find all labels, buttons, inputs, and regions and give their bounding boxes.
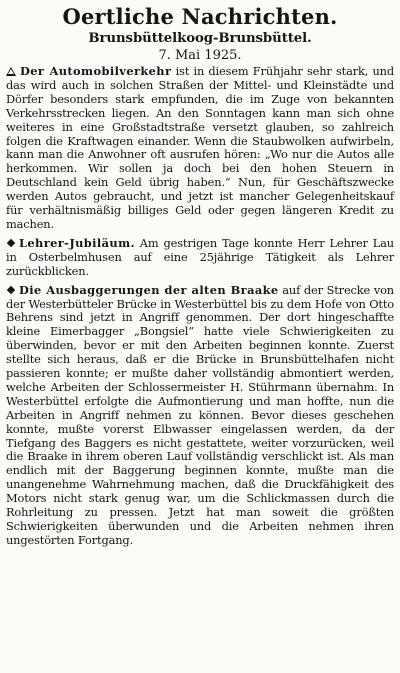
dateline: 7. Mai 1925. (158, 48, 242, 63)
article-body: ist in diesem Frühjahr sehr stark, und das wird auch in solchen Straßen der Mittel- und Kleinstädte und Dörfer besonders stark empfunden, die im Zuge von bekannten Verkehrsstrecken liegen. An den Sonntagen kann man sich ohne weiteres in eine Großstadtstraße versetzt glauben, so zahlreich folgen die Kraftwagen einander. Wenn die Staubwolken aufwirbeln, kann man die Anwohner oft ausrufen hören: „Wo nur die Autos alle herkommen. Wir sollen ja doch bei den hohen Steuern in Deutschland kein Geld übrig haben.“ Nun, für Geschäftszwecke werden Autos gebraucht, und jetzt ist mancher Gelegenheitskauf für verhältnismäßig billiges Geld oder gegen längeren Kredit zu machen. (6, 64, 394, 231)
section-title: Oertliche Nachrichten. (62, 4, 338, 29)
article-lehrer-jubilaeum (6, 237, 394, 279)
article-lead: Lehrer-Jubiläum. (19, 235, 135, 250)
triangle-icon (6, 67, 16, 76)
article-ausbaggerungen (6, 284, 394, 548)
article-lead: Die Ausbaggerungen der alten Braake (19, 282, 279, 297)
diamond-icon (7, 239, 15, 247)
diamond-icon (7, 285, 15, 293)
article-automobilverkehr (6, 65, 394, 232)
article-lead: Der Automobilverkehr (20, 64, 172, 78)
section-subtitle: Brunsbüttelkoog-Brunsbüttel. (88, 31, 312, 46)
article-body: auf der Strecke von der Westerbütteler Brücke in Westerbüttel bis zu dem Hofe von Otto Behrens sind jetzt in Angriff genommen. Der dort hingeschaffte kleine Eimerbagger „Bongsiel“ hatte viele Schwierigkeiten zu überwinden, bevor er mit den Arbeiten beginnen konnte. Zuerst stellte sich heraus, daß er die Brücke in Brunsbüttelhafen nicht passieren konnte; er mußte daher vollständig abmontiert werden, welche Arbeiten der Schlossermeister H. Stührmann übernahm. In Westerbüttel erfolgte die Aufmontierung und man hoffte, nun die Arbeiten in Angriff nehmen zu können. Bevor dieses geschehen konnte, mußte vorerst Elbwasser eingelassen werden, da der Tiefgang des Baggers es nicht gestattete, weiter vorzurücken, weil die Braake in ihrem oberen Lauf vollständig verschlickt ist. Als man endlich mit der Baggerung beginnen konnte, mußte man die unangenehme Wahrnehmung machen, daß die Druckfähigkeit des Motors nicht stark genug war, um die Schlickmassen durch die Rohrleitung zu pressen. Jetzt hat man soweit die größten Schwierigkeiten überwunden und die Arbeiten nehmen ihren ungestörten Fortgang. (6, 282, 394, 547)
article-body: Am gestrigen Tage konnte Herr Lehrer Lau in Osterbelmhusen auf eine 25jährige Tätigkeit als Lehrer zurückblicken. (6, 235, 394, 278)
